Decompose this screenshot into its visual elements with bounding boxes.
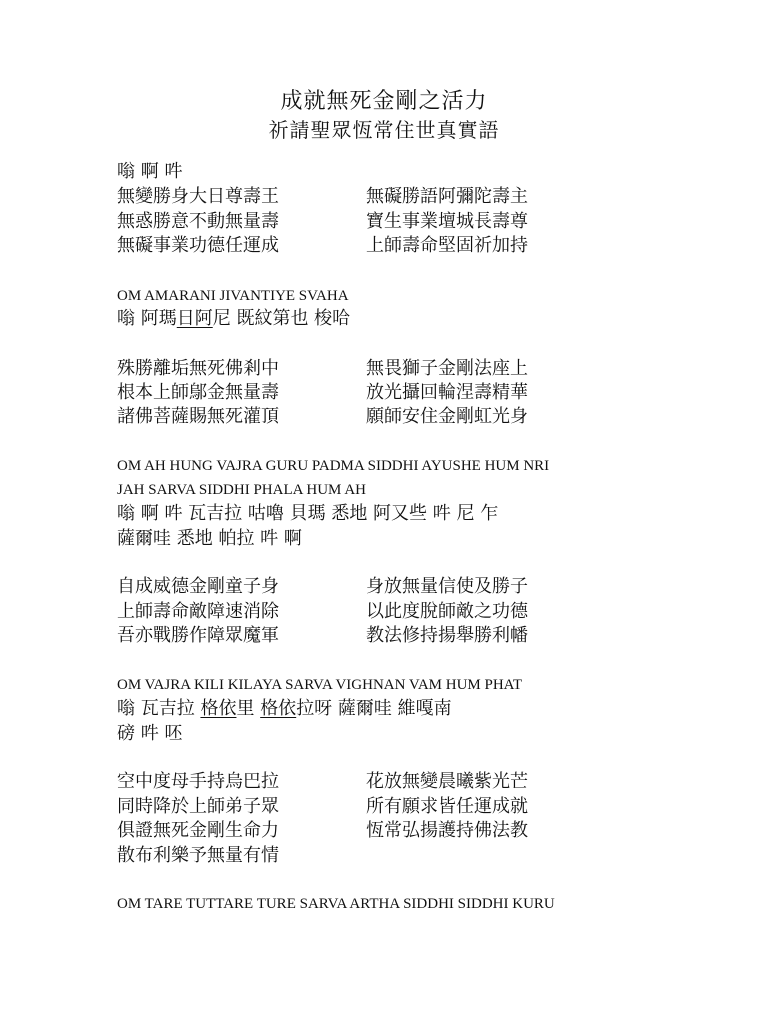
verse-line: 上師壽命敵障速消除 [117,601,279,622]
verse-line: 願師安住金剛虹光身 [366,406,528,427]
verse-line: 寶生事業壇城長壽尊 [366,211,528,232]
mantra-chinese: 磅 吽 呸 [117,723,183,744]
verse-line: 放光攝回輪涅壽精華 [366,382,528,403]
verse-line: 無礙勝語阿彌陀壽主 [366,186,528,207]
verse-line: 自成威德金剛童子身 [117,576,279,597]
verse-line: 諸佛菩薩賜無死灌頂 [117,406,279,427]
verse-line: 花放無變晨曦紫光芒 [366,771,528,792]
verse-line: 以此度脫師敵之功德 [366,601,528,622]
mantra-latin: JAH SARVA SIDDHI PHALA HUM AH [117,482,366,498]
verse-line: 教法修持揚舉勝利幡 [366,625,528,646]
mantra-latin: OM VAJRA KILI KILAYA SARVA VIGHNAN VAM HUM PHAT [117,677,522,693]
mantra-latin: OM AH HUNG VAJRA GURU PADMA SIDDHI AYUSHE HUM NRI [117,458,550,474]
verse-line: 恆常弘揚護持佛法教 [366,820,528,841]
verse-line: 殊勝離垢無死佛剎中 [117,358,279,379]
verse-line: 散布利樂予無量有情 [117,845,279,866]
verse-line: 吾亦戰勝作障眾魔軍 [117,625,279,646]
seed-syllables-1: 嗡 啊 吽 [117,161,183,182]
mantra-chinese: 嗡 瓦吉拉 格依里 格依拉呀 薩爾哇 維嘎南 [117,698,452,719]
mantra-latin: OM AMARANI JIVANTIYE SVAHA [117,288,349,304]
mantra-chinese: 薩爾哇 悉地 帕拉 吽 啊 [117,528,302,549]
mantra-chinese: 嗡 啊 吽 瓦吉拉 咕嚕 貝瑪 悉地 阿又些 吽 尼 乍 [117,503,499,524]
verse-line: 無變勝身大日尊壽王 [117,186,279,207]
verse-line: 身放無量信使及勝子 [366,576,528,597]
verse-line: 根本上師鄔金無量壽 [117,382,279,403]
verse-line: 上師壽命堅固祈加持 [366,235,528,256]
verse-line: 無礙事業功德任運成 [117,235,279,256]
page-title: 成就無死金剛之活力 [280,89,488,114]
verse-line: 所有願求皆任運成就 [366,796,528,817]
verse-line: 無畏獅子金剛法座上 [366,358,528,379]
page-subtitle: 祈請聖眾恆常住世真實語 [268,118,500,142]
verse-line: 同時降於上師弟子眾 [117,796,279,817]
verse-line: 俱證無死金剛生命力 [117,820,279,841]
mantra-latin: OM TARE TUTTARE TURE SARVA ARTHA SIDDHI SIDDHI KURU [117,896,555,912]
verse-line: 無惑勝意不動無量壽 [117,211,279,232]
verse-line: 空中度母手持烏巴拉 [117,771,279,792]
mantra-chinese: 嗡 阿瑪日阿尼 既紋第也 梭哈 [117,308,351,329]
